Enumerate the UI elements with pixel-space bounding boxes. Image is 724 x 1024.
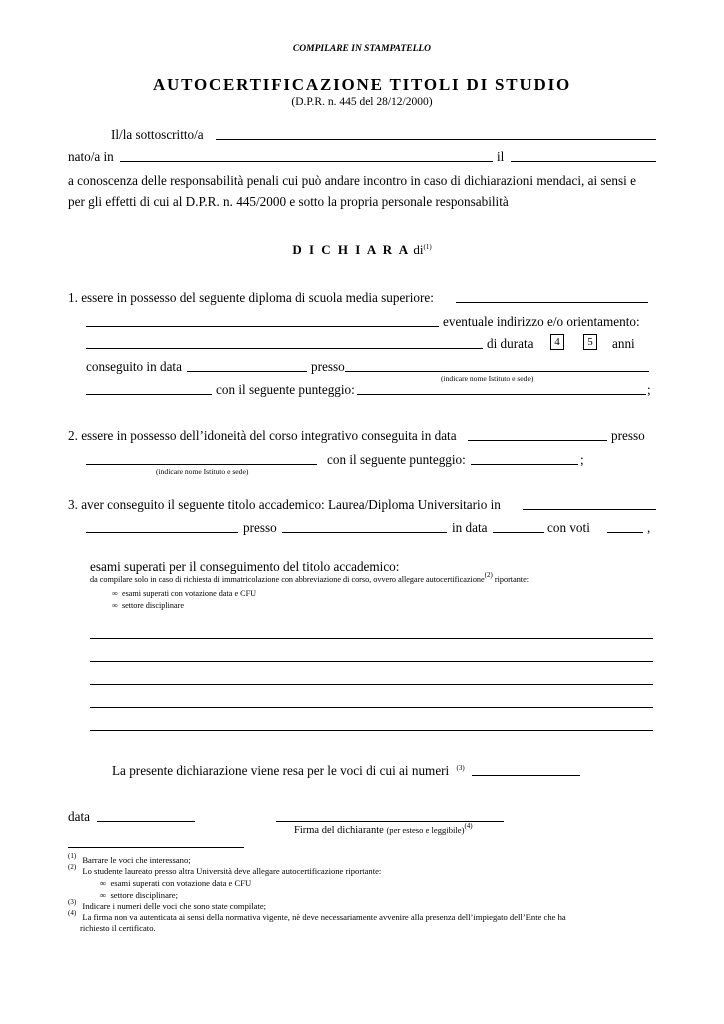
footnote-2-bullet-2 [100, 890, 178, 901]
section2-istituto-hint: (indicare nome Istituto e sede) [156, 467, 249, 476]
bullet-symbol: ∞ [112, 601, 118, 610]
presso-label: presso [311, 359, 345, 374]
footnote-4 [68, 909, 566, 923]
durata-checkbox-5[interactable]: 5 [583, 334, 597, 350]
indirizzo-field[interactable] [86, 348, 483, 349]
esami-bullet-1 [112, 589, 256, 599]
page-title: AUTOCERTIFICAZIONE TITOLI DI STUDIO [152, 75, 572, 94]
diploma-field-2[interactable] [86, 326, 439, 327]
voti-field[interactable] [607, 532, 643, 533]
closing-text-main: La presente dichiarazione viene resa per le voci di cui ai numeri [112, 763, 450, 778]
esami-title: esami superati per il conseguimento del titolo accademico: [90, 559, 400, 574]
esami-line-2[interactable] [90, 661, 653, 662]
footnote-3 [68, 898, 267, 912]
esami-line-4[interactable] [90, 707, 653, 708]
footnote-1-text: Barrare le voci che interessano; [82, 855, 191, 865]
section3-data-label: in data [452, 520, 488, 535]
section3-label: 3. aver conseguito il seguente titolo accademico: Laurea/Diploma Universitario in [68, 497, 501, 512]
section2-end: ; [580, 452, 584, 467]
voti-label: con voti [547, 520, 590, 535]
section3-date-field[interactable] [493, 532, 544, 533]
section2-punteggio-field[interactable] [471, 464, 578, 465]
section1-end: ; [647, 382, 651, 397]
esami-bullet-2 [112, 601, 184, 611]
footnote-1-mark: (1) [68, 852, 77, 860]
data-field[interactable] [97, 821, 195, 822]
footnote-4-text: La firma non va autenticata ai sensi della normativa vigente, nè deve necessariamente avvenire alla presenza dell’impiegato dell’Ente che ha [82, 912, 566, 922]
footnote-3-mark: (3) [68, 898, 77, 906]
bullet-symbol: ∞ [100, 878, 107, 888]
presso-field-2[interactable] [86, 394, 212, 395]
declare-di: di [413, 242, 424, 257]
section2-label: 2. essere in possesso dell’idoneità del corso integrativo conseguita in data [68, 428, 457, 443]
footnote-divider [68, 847, 244, 848]
laurea-field[interactable] [523, 509, 656, 510]
footnote-2-text: Lo studente laureato presso altra Università deve allegare autocertificazione riportante: [82, 866, 382, 876]
esami-note-text: da compilare solo in caso di richiesta di immatricolazione con abbreviazione di corso, ovvero allegare autocertificazione [90, 575, 485, 584]
section3-comma: , [647, 520, 651, 535]
conseguito-label: conseguito in data [86, 359, 182, 374]
footnote-2-bullet-1-text: esami superati con votazione data e CFU [110, 878, 252, 888]
form-instruction: COMPILARE IN STAMPATELLO [292, 44, 432, 54]
indirizzo-label: eventuale indirizzo e/o orientamento: [443, 314, 640, 329]
istituto-hint: (indicare nome Istituto e sede) [441, 374, 534, 383]
diploma-field[interactable] [456, 302, 648, 303]
data-label: data [68, 809, 90, 824]
signature-sup: (4) [464, 822, 473, 830]
birthdate-field[interactable] [511, 161, 656, 162]
voci-numeri-field[interactable] [472, 775, 580, 776]
section3-presso-label: presso [243, 520, 277, 535]
section3-presso-field[interactable] [282, 532, 447, 533]
presso-field[interactable] [345, 371, 649, 372]
footnote-3-text: Indicare i numeri delle voci che sono state compilate; [82, 901, 267, 911]
intro-text-line1: a conoscenza delle responsabilità penali cui può andare incontro in caso di dichiarazioni mendaci, ai sensi e [68, 173, 636, 188]
laurea-field-2[interactable] [86, 532, 238, 533]
esami-note-sup: (2) [484, 571, 493, 579]
esami-line-3[interactable] [90, 684, 653, 685]
footnote-2-bullet-1 [100, 878, 251, 889]
esami-note [90, 571, 529, 585]
signature-label [294, 822, 473, 836]
conseguito-date-field[interactable] [187, 371, 307, 372]
footnote-4-mark: (4) [68, 909, 77, 917]
closing-text [112, 763, 465, 779]
anni-label: anni [612, 336, 635, 351]
durata-checkbox-4[interactable]: 4 [550, 334, 564, 350]
footnote-4-line2: richiesto il certificato. [80, 923, 156, 933]
declare-heading [0, 242, 724, 258]
footnote-1 [68, 852, 191, 866]
declare-word: D I C H I A R A [292, 242, 411, 257]
footnote-2-bullet-2-text: settore disciplinare; [110, 890, 178, 900]
bullet-symbol: ∞ [100, 890, 107, 900]
esami-line-5[interactable] [90, 730, 653, 731]
bullet-symbol: ∞ [112, 589, 118, 598]
footnote-2-mark: (2) [68, 863, 77, 871]
esami-note-end: riportante: [494, 575, 529, 584]
birthplace-label: nato/a in [68, 149, 114, 164]
sottoscritto-field[interactable] [216, 139, 656, 140]
birthdate-label: il [497, 149, 505, 164]
esami-bullet-2-text: settore disciplinare [121, 601, 185, 610]
section1-label: 1. essere in possesso del seguente diploma di scuola media superiore: [68, 290, 434, 305]
signature-hint: (per esteso e leggibile) [386, 825, 465, 835]
declare-sup: (1) [423, 243, 432, 251]
footnote-2 [68, 863, 382, 877]
signature-label-main: Firma del dichiarante [294, 825, 384, 836]
durata-label: di durata [487, 336, 534, 351]
closing-sup: (3) [456, 764, 465, 772]
sottoscritto-label: Il/la sottoscritto/a [111, 127, 204, 142]
page-subtitle: (D.P.R. n. 445 del 28/12/2000) [291, 96, 433, 108]
section2-presso-label: presso [611, 428, 645, 443]
punteggio-label: con il seguente punteggio: [216, 382, 355, 397]
section2-presso-field[interactable] [86, 464, 317, 465]
birthplace-field[interactable] [120, 161, 493, 162]
intro-text-line2: per gli effetti di cui al D.P.R. n. 445/2000 e sotto la propria personale responsabilità [68, 194, 509, 209]
punteggio-field[interactable] [357, 394, 646, 395]
section2-punteggio-label: con il seguente punteggio: [327, 452, 466, 467]
esami-line-1[interactable] [90, 638, 653, 639]
esami-bullet-1-text: esami superati con votazione data e CFU [121, 589, 257, 598]
idoneita-date-field[interactable] [468, 440, 607, 441]
